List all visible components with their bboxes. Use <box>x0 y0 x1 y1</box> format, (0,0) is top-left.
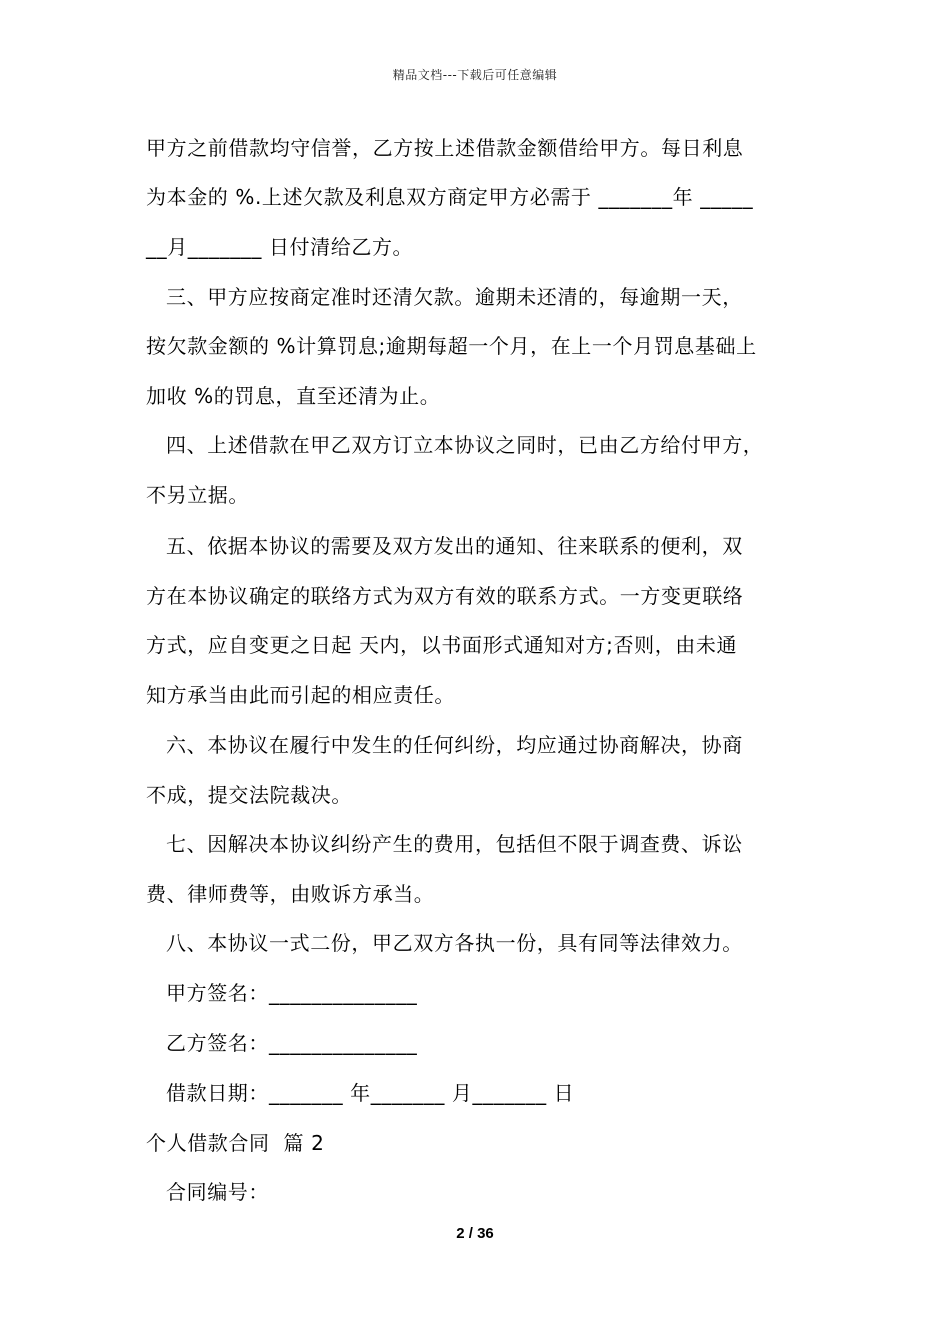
page-header: 精品文档---下载后可任意编辑 <box>392 68 558 82</box>
text-line: 八、本协议一式二份，甲乙双方各执一份，具有同等法律效力。 <box>166 931 743 955</box>
contract-number-label: 合同编号： <box>166 1180 269 1204</box>
party-a-signature: 甲方签名：______________ <box>166 981 418 1005</box>
text-line: 七、因解决本协议纠纷产生的费用，包括但不限于调查费、诉讼 <box>166 832 743 856</box>
text-line: 知方承当由此而引起的相应责任。 <box>146 683 455 707</box>
text-line: 方在本协议确定的联络方式为双方有效的联系方式。一方变更联络 <box>146 584 744 608</box>
text-line: 方式，应自变更之日起 天内，以书面形式通知对方;否则，由未通 <box>146 633 738 657</box>
text-line: 为本金的 %.上述欠款及利息双方商定甲方必需于 _______年 _____ <box>146 185 754 209</box>
loan-date: 借款日期：_______ 年_______ 月_______ 日 <box>166 1081 575 1105</box>
text-line: 五、依据本协议的需要及双方发出的通知、往来联系的便利，双 <box>166 534 743 558</box>
text-line: 甲方之前借款均守信誉，乙方按上述借款金额借给甲方。每日利息 <box>146 136 744 160</box>
text-line: 四、上述借款在甲乙双方订立本协议之同时，已由乙方给付甲方， <box>166 433 764 457</box>
text-line: 按欠款金额的 %计算罚息;逾期每超一个月，在上一个月罚息基础上 <box>146 334 757 358</box>
page-number: 2 / 36 <box>456 1225 494 1242</box>
section-title: 个人借款合同 篇 2 <box>146 1131 325 1155</box>
text-line: 加收 %的罚息，直至还清为止。 <box>146 384 441 408</box>
text-line: 不另立据。 <box>146 483 249 507</box>
party-b-signature: 乙方签名：______________ <box>166 1031 418 1055</box>
text-line: 费、律师费等，由败诉方承当。 <box>146 882 435 906</box>
text-line: 三、甲方应按商定准时还清欠款。逾期未还清的，每逾期一天， <box>166 285 743 309</box>
text-line: 六、本协议在履行中发生的任何纠纷，均应通过协商解决，协商 <box>166 733 743 757</box>
text-line: __月_______ 日付清给乙方。 <box>146 235 414 259</box>
text-line: 不成，提交法院裁决。 <box>146 783 352 807</box>
